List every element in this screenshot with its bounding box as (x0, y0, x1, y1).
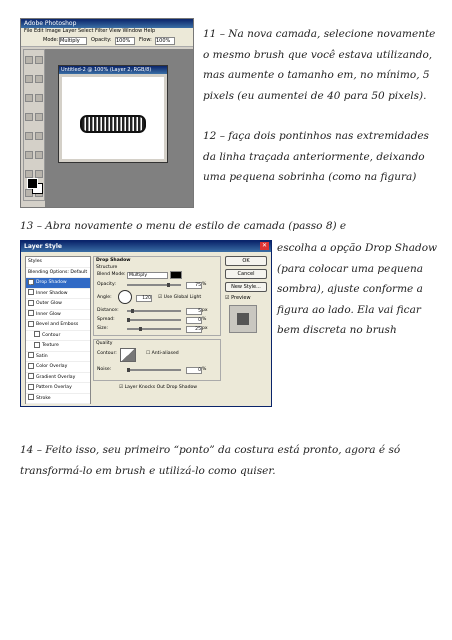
size-slider[interactable] (127, 328, 181, 330)
styles-list-item[interactable]: Outer Glow (26, 299, 90, 310)
noise-field[interactable]: 0 (186, 367, 202, 374)
noise-label: Noise: (97, 367, 112, 372)
checkbox[interactable]: ✓ (28, 279, 34, 285)
step-12-text: 12 – faça dois pontinhos nas extremidades da linha traçada anteriormente, deixando uma pequena sobrinha (como na figura) (203, 130, 429, 183)
flow-field[interactable]: 100% (155, 37, 175, 45)
px-label: px (202, 326, 208, 331)
checkbox[interactable] (28, 384, 34, 390)
percent-label: % (202, 317, 207, 322)
preview-checkbox[interactable]: ☑ Preview (225, 295, 251, 301)
style-preview (229, 305, 257, 333)
noise-slider[interactable] (127, 369, 181, 371)
quality-title: Quality (96, 341, 113, 346)
percent-label: % (202, 282, 207, 287)
checkbox[interactable] (28, 373, 34, 379)
brush-stroke (80, 115, 146, 133)
contour-label: Contour: (97, 351, 117, 356)
move-tool-icon[interactable] (25, 56, 33, 64)
photoshop-screenshot (20, 18, 194, 208)
lasso-tool-icon[interactable] (25, 75, 33, 83)
styles-list-item[interactable]: Texture (26, 341, 90, 352)
slice-tool-icon[interactable] (35, 94, 43, 102)
px-label: px (202, 308, 208, 313)
mode-select[interactable]: Multiply (59, 37, 87, 45)
slider-knob[interactable] (167, 283, 170, 287)
checkbox[interactable] (28, 289, 34, 295)
angle-dial-icon[interactable] (118, 290, 132, 304)
opacity-field[interactable]: 100% (115, 37, 135, 45)
antialiased-checkbox[interactable]: ☐ Anti-aliased (146, 351, 179, 356)
crop-tool-icon[interactable] (25, 94, 33, 102)
structure-title: Structure (96, 265, 118, 270)
styles-list-item[interactable]: Satin (26, 352, 90, 363)
dodge-tool-icon[interactable] (35, 170, 43, 178)
distance-field[interactable]: 5 (186, 308, 202, 315)
slider-knob[interactable] (127, 318, 130, 322)
blur-tool-icon[interactable] (25, 170, 33, 178)
flow-label: Flow: (139, 37, 152, 43)
slider-knob[interactable] (127, 368, 130, 372)
app-title-bar: Adobe Photoshop (21, 19, 193, 28)
styles-list-item[interactable]: Inner Shadow (26, 289, 90, 300)
quality-group (93, 339, 221, 381)
distance-label: Distance: (97, 308, 119, 313)
shadow-color-swatch[interactable] (170, 271, 182, 279)
checkbox[interactable] (34, 342, 40, 348)
group-title: Drop Shadow (96, 258, 131, 263)
knockout-checkbox[interactable]: ☑ Layer Knocks Out Drop Shadow (119, 385, 198, 390)
layer-style-dialog (20, 240, 272, 407)
brush-tool-icon[interactable] (35, 113, 43, 121)
spread-field[interactable]: 0 (186, 317, 202, 324)
percent-label: % (202, 367, 207, 372)
ok-button[interactable]: OK (225, 256, 267, 266)
opacity-label: Opacity: (91, 37, 112, 43)
healing-tool-icon[interactable] (25, 113, 33, 121)
step-13-heading: 13 – Abra novamente o menu de estilo de camada (passo 8) e (20, 220, 347, 232)
checkbox[interactable] (28, 321, 34, 327)
canvas[interactable] (62, 77, 164, 159)
dialog-title: Layer Style (24, 243, 62, 250)
magic-wand-tool-icon[interactable] (35, 75, 43, 83)
styles-list-item[interactable]: Styles (26, 257, 90, 268)
blend-mode-label: Blend Mode: (97, 272, 126, 277)
opacity-field[interactable]: 75 (186, 282, 202, 289)
foreground-color-swatch[interactable] (27, 178, 38, 189)
step-11-text: 11 – Na nova camada, selecione novamente o mesmo brush que você estava utilizando, mas aumente o tamanho em, no mínimo, 5 pixels (eu aumentei de 40 para 50 pixels). (203, 28, 436, 102)
styles-list-item[interactable]: Contour (26, 331, 90, 342)
distance-slider[interactable] (127, 310, 181, 312)
checkbox[interactable] (28, 394, 34, 400)
slider-knob[interactable] (139, 327, 142, 331)
step-14-text: 14 – Feito isso, seu primeiro “ponto” da costura está pronto, agora é só transformá-lo em brush e utilizá-lo como quiser. (20, 444, 401, 477)
styles-list-item[interactable]: Color Overlay (26, 362, 90, 373)
global-light-checkbox[interactable]: ☑ Use Global Light (158, 295, 202, 300)
checkbox[interactable] (28, 363, 34, 369)
slider-knob[interactable] (131, 309, 134, 313)
preview-swatch (237, 313, 249, 325)
checkbox[interactable] (28, 300, 34, 306)
cancel-button[interactable]: Cancel (225, 269, 267, 279)
spread-label: Spread: (97, 317, 115, 322)
styles-list-item[interactable]: Pattern Overlay (26, 383, 90, 394)
styles-list (25, 256, 91, 404)
mode-label: Mode: (43, 37, 59, 43)
styles-list-item[interactable]: Blending Options: Default (26, 268, 90, 279)
blend-mode-select[interactable]: Multiply (127, 272, 168, 279)
contour-preview-icon[interactable] (120, 348, 136, 362)
dialog-title-bar (21, 241, 271, 252)
gradient-tool-icon[interactable] (35, 151, 43, 159)
stamp-tool-icon[interactable] (25, 132, 33, 140)
styles-list-item[interactable]: Gradient Overlay (26, 373, 90, 384)
document-window (58, 65, 168, 163)
eraser-tool-icon[interactable] (25, 151, 33, 159)
styles-list-item[interactable]: ✓ Drop Shadow (26, 278, 90, 289)
options-bar (21, 35, 193, 47)
styles-list-item[interactable]: Bevel and Emboss (26, 320, 90, 331)
spread-slider[interactable] (127, 319, 181, 321)
size-label: Size: (97, 326, 108, 331)
new-style-button[interactable]: New Style... (225, 282, 267, 292)
history-brush-tool-icon[interactable] (35, 132, 43, 140)
marquee-tool-icon[interactable] (35, 56, 43, 64)
structure-group (93, 256, 221, 336)
opacity-label: Opacity: (97, 282, 116, 287)
size-field[interactable]: 25 (186, 326, 202, 333)
styles-list-item[interactable]: Inner Glow (26, 310, 90, 321)
styles-list-item[interactable]: Stroke (26, 394, 90, 405)
step-13-text: escolha a opção Drop Shadow (para colocar uma pequena sombra), ajuste conforme a figura ao lado. Ela vai ficar bem discreta no brush (277, 242, 438, 336)
toolbox (23, 49, 45, 201)
angle-field[interactable]: 120 (136, 295, 152, 302)
drop-shadow-panel (93, 256, 221, 402)
checkbox[interactable] (28, 352, 34, 358)
opacity-slider[interactable] (127, 284, 181, 286)
document-title: Untitled-2 @ 100% (Layer 2, RGB/8) (59, 66, 167, 74)
angle-label: Angle: (97, 295, 112, 300)
checkbox[interactable] (34, 331, 40, 337)
menu-bar[interactable]: File Edit Image Layer Select Filter View Window Help (21, 28, 193, 35)
dialog-buttons (225, 256, 267, 301)
close-icon[interactable]: ✕ (261, 242, 268, 249)
checkbox[interactable] (28, 310, 34, 316)
